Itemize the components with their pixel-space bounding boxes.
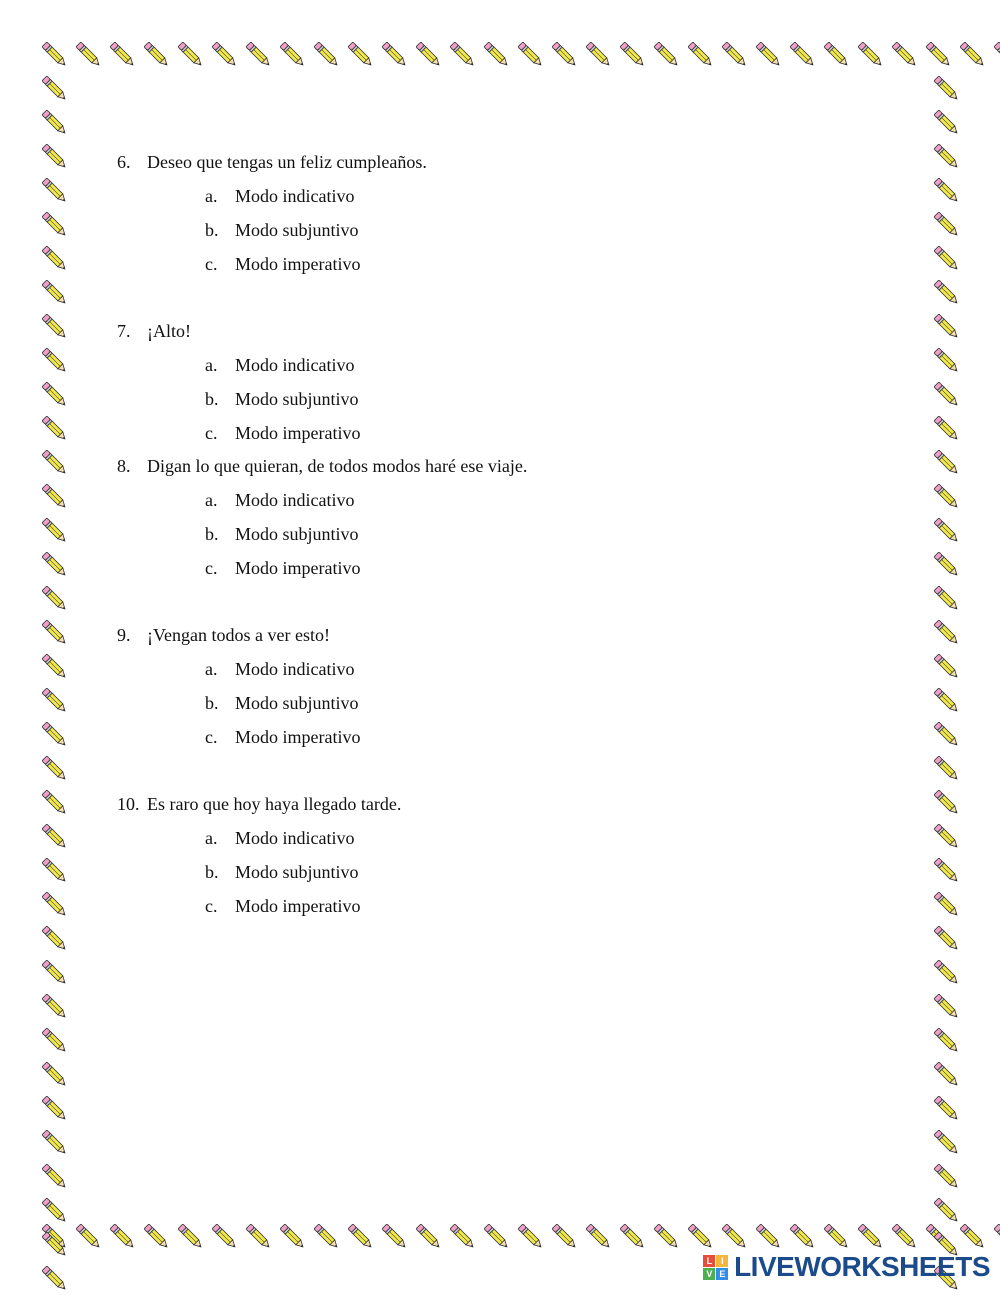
pencil-icon xyxy=(930,276,964,310)
pencil-icon xyxy=(446,1220,480,1254)
pencil-icon xyxy=(684,1220,718,1254)
pencil-icon xyxy=(930,140,964,174)
pencil-icon xyxy=(930,956,964,990)
pencil-icon xyxy=(38,1228,72,1262)
pencil-icon xyxy=(930,446,964,480)
option-text: Modo indicativo xyxy=(235,355,355,375)
option-text: Modo indicativo xyxy=(235,186,355,206)
option-6b[interactable] xyxy=(205,218,359,242)
pencil-icon xyxy=(684,38,718,72)
pencil-icon xyxy=(930,752,964,786)
pencil-icon xyxy=(990,38,1000,72)
option-7a[interactable] xyxy=(205,353,355,377)
option-letter: c. xyxy=(205,558,218,578)
pencil-icon xyxy=(38,106,72,140)
pencil-icon xyxy=(888,38,922,72)
pencil-icon xyxy=(38,38,72,72)
option-text: Modo imperativo xyxy=(235,558,361,578)
pencil-icon xyxy=(888,1220,922,1254)
pencil-icon xyxy=(38,1024,72,1058)
pencil-icon xyxy=(956,38,990,72)
pencil-icon xyxy=(310,1220,344,1254)
pencil-icon xyxy=(446,38,480,72)
question-text: Digan lo que quieran, de todos modos haré ese viaje. xyxy=(147,456,528,476)
option-letter: a. xyxy=(205,828,218,848)
pencil-icon xyxy=(930,718,964,752)
brand-name: LIVEWORKSHEETS xyxy=(734,1251,990,1282)
pencil-icon xyxy=(930,1024,964,1058)
border-bottom xyxy=(38,1220,968,1254)
option-text: Modo subjuntivo xyxy=(235,524,359,544)
pencil-icon xyxy=(930,344,964,378)
pencil-icon xyxy=(38,582,72,616)
pencil-icon xyxy=(38,514,72,548)
pencil-icon xyxy=(930,412,964,446)
pencil-icon xyxy=(548,1220,582,1254)
option-text: Modo subjuntivo xyxy=(235,220,359,240)
option-text: Modo subjuntivo xyxy=(235,862,359,882)
pencil-icon xyxy=(72,1220,106,1254)
pencil-icon xyxy=(242,1220,276,1254)
question-6 xyxy=(117,150,427,174)
pencil-icon xyxy=(38,242,72,276)
pencil-icon xyxy=(786,1220,820,1254)
question-9 xyxy=(117,623,330,647)
pencil-icon xyxy=(820,1220,854,1254)
pencil-icon xyxy=(930,480,964,514)
option-letter: b. xyxy=(205,693,219,713)
pencil-icon xyxy=(38,752,72,786)
pencil-icon xyxy=(38,446,72,480)
option-text: Modo imperativo xyxy=(235,423,361,443)
question-10 xyxy=(117,792,401,816)
option-text: Modo imperativo xyxy=(235,727,361,747)
pencil-icon xyxy=(344,38,378,72)
pencil-icon xyxy=(930,990,964,1024)
pencil-icon xyxy=(38,378,72,412)
pencil-icon xyxy=(242,38,276,72)
pencil-icon xyxy=(174,1220,208,1254)
pencil-icon xyxy=(72,38,106,72)
pencil-icon xyxy=(718,1220,752,1254)
question-number: 7. xyxy=(117,321,131,341)
pencil-icon xyxy=(990,1220,1000,1254)
pencil-icon xyxy=(38,684,72,718)
option-10c[interactable] xyxy=(205,894,360,918)
option-text: Modo indicativo xyxy=(235,490,355,510)
pencil-icon xyxy=(38,718,72,752)
pencil-icon xyxy=(106,38,140,72)
pencil-icon xyxy=(514,38,548,72)
pencil-icon xyxy=(38,786,72,820)
pencil-icon xyxy=(514,1220,548,1254)
question-number: 10. xyxy=(117,794,140,814)
pencil-icon xyxy=(276,38,310,72)
pencil-icon xyxy=(140,1220,174,1254)
pencil-icon xyxy=(412,1220,446,1254)
pencil-icon xyxy=(106,1220,140,1254)
pencil-icon xyxy=(276,1220,310,1254)
pencil-icon xyxy=(38,1092,72,1126)
pencil-icon xyxy=(38,208,72,242)
pencil-icon xyxy=(930,616,964,650)
question-text: Deseo que tengas un feliz cumpleaños. xyxy=(147,152,427,172)
pencil-icon xyxy=(38,140,72,174)
pencil-icon xyxy=(854,38,888,72)
pencil-icon xyxy=(718,38,752,72)
question-text: ¡Vengan todos a ver esto! xyxy=(147,625,330,645)
pencil-icon xyxy=(930,650,964,684)
pencil-icon xyxy=(378,1220,412,1254)
question-text: ¡Alto! xyxy=(147,321,191,341)
logo-letter-i: I xyxy=(716,1255,728,1267)
pencil-icon xyxy=(38,990,72,1024)
option-6c[interactable] xyxy=(205,252,360,276)
pencil-icon xyxy=(930,106,964,140)
option-letter: b. xyxy=(205,220,219,240)
option-text: Modo indicativo xyxy=(235,659,355,679)
pencil-icon xyxy=(38,412,72,446)
option-9c[interactable] xyxy=(205,725,360,749)
logo-letter-l: L xyxy=(703,1255,715,1267)
option-letter: c. xyxy=(205,423,218,443)
pencil-icon xyxy=(930,582,964,616)
pencil-icon xyxy=(38,72,72,106)
pencil-icon xyxy=(140,38,174,72)
option-letter: b. xyxy=(205,389,219,409)
pencil-icon xyxy=(922,38,956,72)
option-letter: b. xyxy=(205,862,219,882)
pencil-icon xyxy=(930,922,964,956)
option-10a[interactable] xyxy=(205,826,355,850)
pencil-icon xyxy=(378,38,412,72)
pencil-icon xyxy=(820,38,854,72)
pencil-icon xyxy=(930,208,964,242)
pencil-icon xyxy=(616,1220,650,1254)
question-number: 9. xyxy=(117,625,131,645)
pencil-icon xyxy=(38,854,72,888)
live-logo-icon xyxy=(703,1255,728,1280)
question-7 xyxy=(117,319,191,343)
option-text: Modo imperativo xyxy=(235,254,361,274)
pencil-icon xyxy=(38,1194,72,1228)
pencil-icon xyxy=(38,1058,72,1092)
pencil-icon xyxy=(38,888,72,922)
pencil-icon xyxy=(930,1126,964,1160)
pencil-icon xyxy=(38,1160,72,1194)
pencil-icon xyxy=(930,174,964,208)
pencil-icon xyxy=(930,378,964,412)
question-number: 6. xyxy=(117,152,131,172)
pencil-icon xyxy=(38,174,72,208)
pencil-icon xyxy=(930,72,964,106)
question-text: Es raro que hoy haya llegado tarde. xyxy=(147,794,402,814)
pencil-icon xyxy=(310,38,344,72)
pencil-icon xyxy=(930,820,964,854)
option-9a[interactable] xyxy=(205,657,355,681)
pencil-icon xyxy=(752,38,786,72)
option-9b[interactable] xyxy=(205,691,359,715)
pencil-icon xyxy=(582,38,616,72)
pencil-icon xyxy=(174,38,208,72)
pencil-icon xyxy=(650,38,684,72)
liveworksheets-logo[interactable] xyxy=(703,1251,990,1283)
question-8 xyxy=(117,454,527,478)
option-text: Modo indicativo xyxy=(235,828,355,848)
option-8c[interactable] xyxy=(205,556,360,580)
pencil-icon xyxy=(38,344,72,378)
option-letter: a. xyxy=(205,355,218,375)
pencil-icon xyxy=(752,1220,786,1254)
border-left xyxy=(38,72,72,1220)
border-top xyxy=(38,38,968,72)
pencil-icon xyxy=(930,242,964,276)
pencil-icon xyxy=(38,820,72,854)
pencil-icon xyxy=(930,1160,964,1194)
option-letter: b. xyxy=(205,524,219,544)
option-7b[interactable] xyxy=(205,387,359,411)
option-text: Modo subjuntivo xyxy=(235,693,359,713)
pencil-icon xyxy=(930,1092,964,1126)
pencil-icon xyxy=(930,1194,964,1228)
pencil-icon xyxy=(930,684,964,718)
pencil-icon xyxy=(38,310,72,344)
pencil-icon xyxy=(582,1220,616,1254)
border-right xyxy=(930,72,964,1220)
option-7c[interactable] xyxy=(205,421,360,445)
option-letter: c. xyxy=(205,254,218,274)
pencil-icon xyxy=(412,38,446,72)
option-10b[interactable] xyxy=(205,860,359,884)
pencil-icon xyxy=(930,786,964,820)
pencil-icon xyxy=(38,922,72,956)
pencil-icon xyxy=(38,616,72,650)
option-8a[interactable] xyxy=(205,488,355,512)
pencil-icon xyxy=(208,1220,242,1254)
option-letter: a. xyxy=(205,659,218,679)
pencil-icon xyxy=(930,854,964,888)
option-letter: a. xyxy=(205,490,218,510)
pencil-icon xyxy=(930,888,964,922)
pencil-icon xyxy=(38,1126,72,1160)
pencil-icon xyxy=(38,956,72,990)
option-text: Modo subjuntivo xyxy=(235,389,359,409)
pencil-icon xyxy=(548,38,582,72)
option-letter: a. xyxy=(205,186,218,206)
pencil-icon xyxy=(208,38,242,72)
pencil-icon xyxy=(480,38,514,72)
option-8b[interactable] xyxy=(205,522,359,546)
question-number: 8. xyxy=(117,456,131,476)
pencil-icon xyxy=(38,480,72,514)
logo-letter-e: E xyxy=(716,1268,728,1280)
pencil-icon xyxy=(38,650,72,684)
option-letter: c. xyxy=(205,896,218,916)
pencil-icon xyxy=(38,276,72,310)
pencil-icon xyxy=(616,38,650,72)
option-6a[interactable] xyxy=(205,184,355,208)
pencil-icon xyxy=(344,1220,378,1254)
pencil-icon xyxy=(930,548,964,582)
option-letter: c. xyxy=(205,727,218,747)
option-text: Modo imperativo xyxy=(235,896,361,916)
pencil-icon xyxy=(786,38,820,72)
pencil-icon xyxy=(650,1220,684,1254)
pencil-icon xyxy=(930,310,964,344)
logo-letter-v: V xyxy=(703,1268,715,1280)
pencil-icon xyxy=(38,548,72,582)
pencil-icon xyxy=(854,1220,888,1254)
pencil-icon xyxy=(480,1220,514,1254)
pencil-icon xyxy=(930,514,964,548)
pencil-icon xyxy=(930,1058,964,1092)
